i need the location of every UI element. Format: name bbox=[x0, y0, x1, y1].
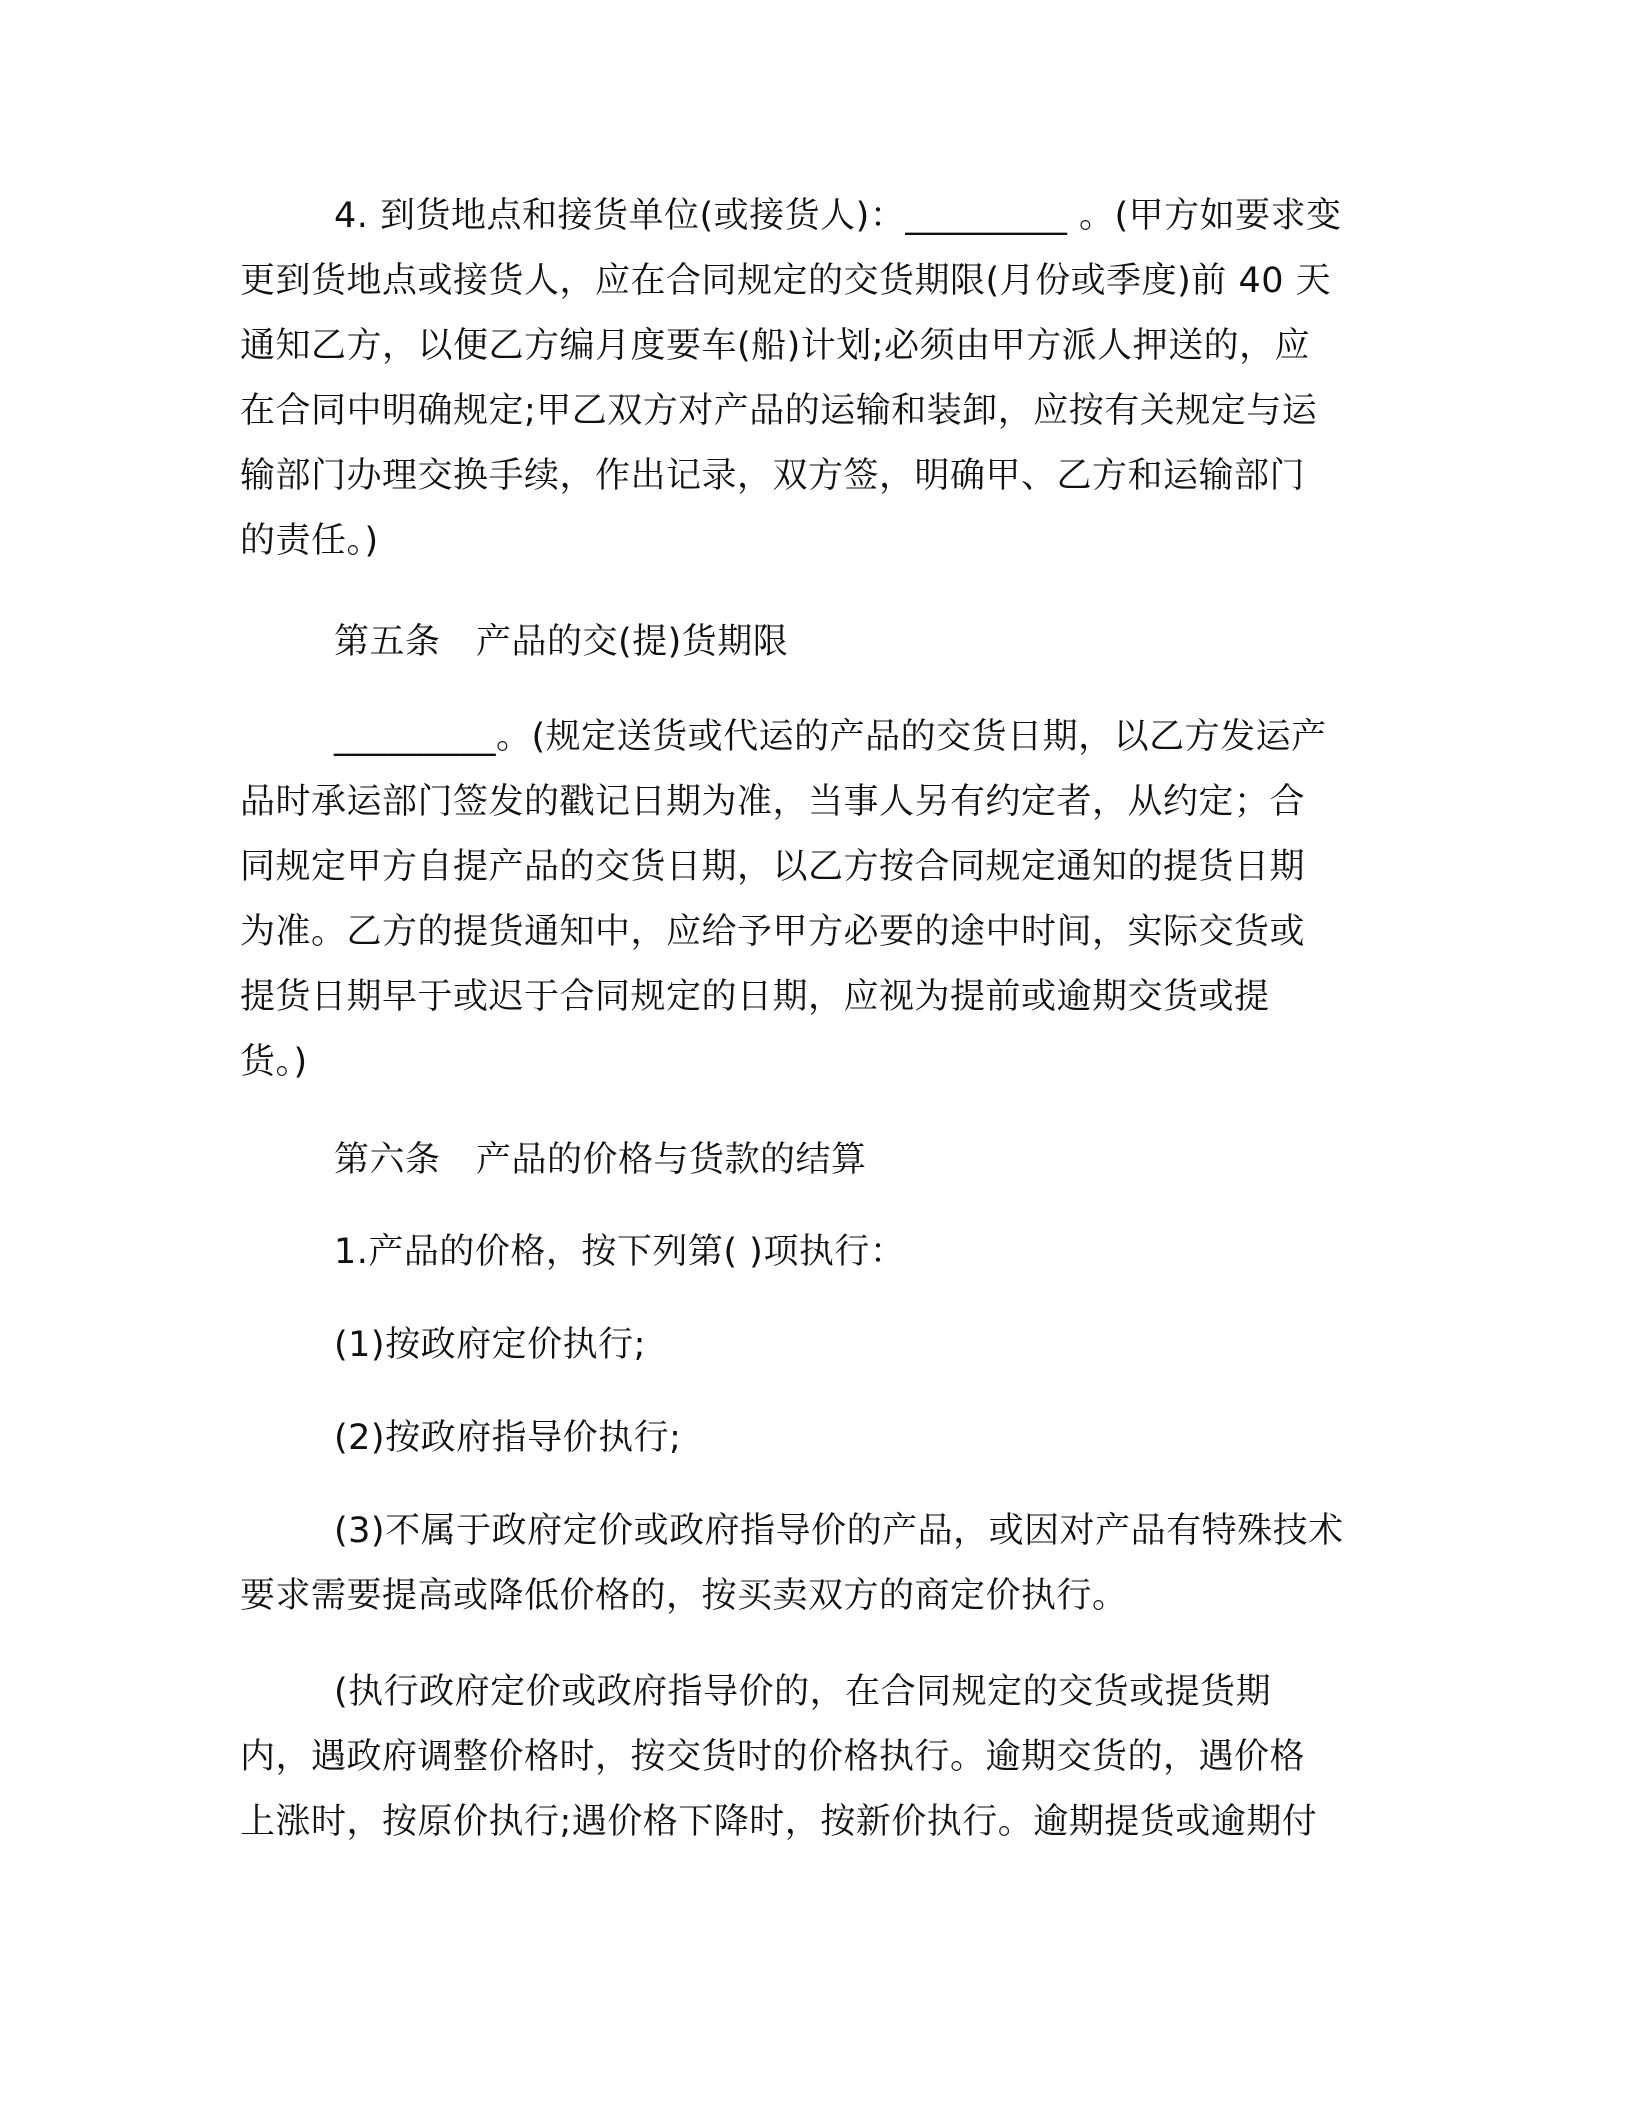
price-option-1: (1)按政府定价执行; bbox=[334, 1325, 646, 1365]
pricing-note-line-2: 内，遇政府调整价格时，按交货时的价格执行。逾期交货的，遇价格 bbox=[240, 1737, 1306, 1777]
pricing-note-line-3: 上涨时，按原价执行;遇价格下降时，按新价执行。逾期提货或逾期付 bbox=[240, 1802, 1318, 1842]
article-6-item-1: 1.产品的价格，按下列第( )项执行： bbox=[334, 1232, 906, 1272]
article-5-heading: 第五条 产品的交(提)货期限 bbox=[334, 622, 789, 662]
article-5-line-2: 品时承运部门签发的戳记日期为准，当事人另有约定者，从约定；合 bbox=[240, 782, 1306, 822]
pricing-note-line-1: (执行政府定价或政府指导价的，在合同规定的交货或提货期 bbox=[334, 1672, 1272, 1712]
article-5-line-3: 同规定甲方自提产品的交货日期，以乙方按合同规定通知的提货日期 bbox=[240, 847, 1306, 887]
article-5-line-4: 为准。乙方的提货通知中，应给予甲方必要的途中时间，实际交货或 bbox=[240, 912, 1306, 952]
clause-4-line-3: 通知乙方，以便乙方编月度要车(船)计划;必须由甲方派人押送的，应 bbox=[240, 326, 1311, 366]
article-5-line-6: 货。) bbox=[240, 1042, 308, 1082]
clause-4-line-1: 4. 到货地点和接货单位(或接货人)：_________ 。(甲方如要求变 bbox=[334, 196, 1342, 236]
clause-4-line-2: 更到货地点或接货人，应在合同规定的交货期限(月份或季度)前 40 天 bbox=[240, 261, 1332, 301]
article-5-line-5: 提货日期早于或迟于合同规定的日期，应视为提前或逾期交货或提 bbox=[240, 977, 1270, 1017]
clause-4-line-4: 在合同中明确规定;甲乙双方对产品的运输和装卸，应按有关规定与运 bbox=[240, 391, 1318, 431]
price-option-3-line-1: (3)不属于政府定价或政府指导价的产品，或因对产品有特殊技术 bbox=[334, 1511, 1344, 1551]
price-option-3-line-2: 要求需要提高或降低价格的，按买卖双方的商定价执行。 bbox=[240, 1576, 1128, 1616]
clause-4-line-5: 输部门办理交换手续，作出记录，双方签，明确甲、乙方和运输部门 bbox=[240, 456, 1306, 496]
article-6-heading: 第六条 产品的价格与货款的结算 bbox=[334, 1140, 867, 1180]
article-5-line-1: _________。(规定送货或代运的产品的交货日期，以乙方发运产 bbox=[334, 717, 1327, 757]
clause-4-line-6: 的责任。) bbox=[240, 521, 379, 561]
price-option-2: (2)按政府指导价执行; bbox=[334, 1418, 682, 1458]
